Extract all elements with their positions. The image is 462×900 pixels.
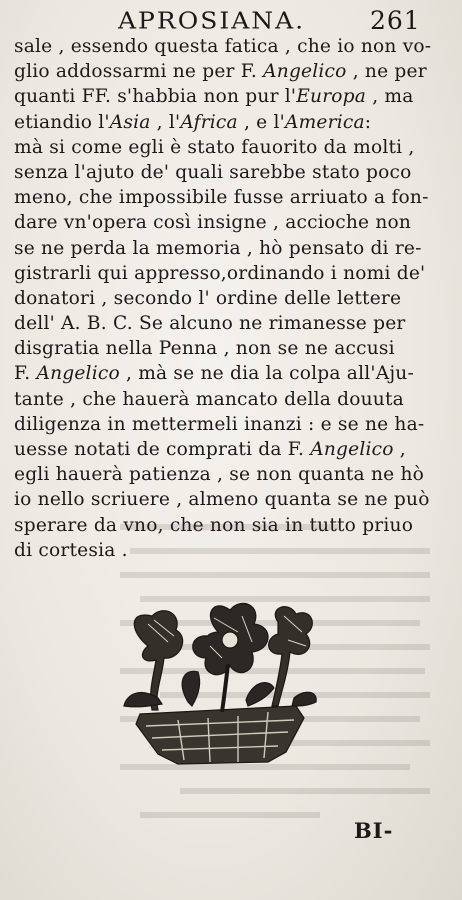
text-line (14, 34, 454, 59)
italic-name: America (284, 111, 365, 133)
text-run: di cortesia . (14, 539, 128, 561)
text-run: se ne perda la memoria , hò pensato di re- (14, 237, 422, 259)
italic-name: Asia (109, 111, 151, 133)
page-number: 261 (370, 6, 421, 35)
text-line (14, 538, 454, 563)
text-run: donatori , secondo l' ordine delle lettere (14, 287, 402, 309)
text-run: sperare da vno, che non sia in tutto priuo (14, 514, 414, 536)
ornament-leaf-right (292, 692, 316, 706)
ornament-leaf-center-right (246, 683, 274, 706)
text-line (14, 84, 454, 109)
text-run: disgratia nella Penna , non se ne accusi (14, 338, 395, 360)
body-text (14, 34, 454, 563)
text-line (14, 236, 454, 261)
catchword: BI- (354, 818, 394, 843)
italic-name: Angelico (310, 439, 394, 460)
text-run: dell' A. B. C. Se alcuno ne rimanesse per (14, 313, 406, 335)
text-run: , (393, 439, 406, 460)
running-header (0, 2, 462, 38)
text-run: , mà se ne dia la colpa all'Aju- (119, 363, 414, 385)
text-run: , e l' (237, 111, 285, 133)
text-run: gistrarli qui appresso,ordinando i nomi de' (14, 262, 426, 284)
text-run: senza l'ajuto de' quali sarebbe stato poco (14, 161, 412, 183)
text-run: uesse notati de comprati da F. (14, 439, 311, 460)
text-run: quanti FF. s'habbia non pur l' (14, 86, 297, 108)
italic-name: Africa (180, 111, 238, 133)
text-run: , ne per (346, 61, 427, 83)
text-run: mà si come egli è stato fauorito da molti , (14, 136, 415, 158)
bleed-line-12 (180, 788, 430, 794)
text-run: io nello scriuere , almeno quanta se ne può (14, 489, 430, 511)
text-run: , l' (150, 111, 181, 133)
text-run: tante , che hauerà mancato della douuta (14, 388, 404, 410)
text-line (14, 185, 454, 210)
text-line (14, 387, 454, 412)
italic-name: Angelico (263, 61, 347, 83)
text-line (14, 286, 454, 311)
text-run: etiandio l' (14, 111, 110, 133)
text-line (14, 210, 454, 235)
text-run: glio addossarmi ne per F. (14, 61, 264, 83)
text-line (14, 513, 454, 538)
text-run: : (364, 111, 372, 133)
text-line (14, 361, 454, 386)
text-run: egli hauerà patienza , se non quanta ne hò (14, 464, 425, 486)
italic-name: Europa (296, 86, 367, 108)
ornament-flower-center (222, 632, 238, 648)
text-run: F. (14, 363, 37, 385)
text-line (14, 110, 454, 135)
woodcut-flower-basket-ornament (118, 602, 318, 772)
ornament-leaf-center-left (182, 671, 199, 706)
bleed-line-13 (140, 812, 320, 818)
text-run: diligenza in mettermeli inanzi : e se ne ha- (14, 413, 425, 435)
text-line (14, 437, 454, 462)
text-line (14, 462, 454, 487)
text-line (14, 311, 454, 336)
text-line (14, 135, 454, 160)
text-line (14, 412, 454, 437)
text-run: sale , essendo questa fatica , che io non vo- (14, 36, 432, 57)
text-line (14, 59, 454, 84)
italic-name: Angelico (36, 363, 120, 385)
text-line (14, 336, 454, 361)
text-line (14, 160, 454, 185)
bleed-line-3 (120, 572, 430, 578)
text-run: , ma (366, 86, 414, 108)
text-line (14, 261, 454, 286)
text-run: dare vn'opera così insigne , accioche non (14, 212, 412, 234)
running-title: APROSIANA. (118, 7, 306, 34)
text-run: meno, che impossibile fusse arriuato a fon- (14, 187, 429, 209)
text-line (14, 487, 454, 512)
